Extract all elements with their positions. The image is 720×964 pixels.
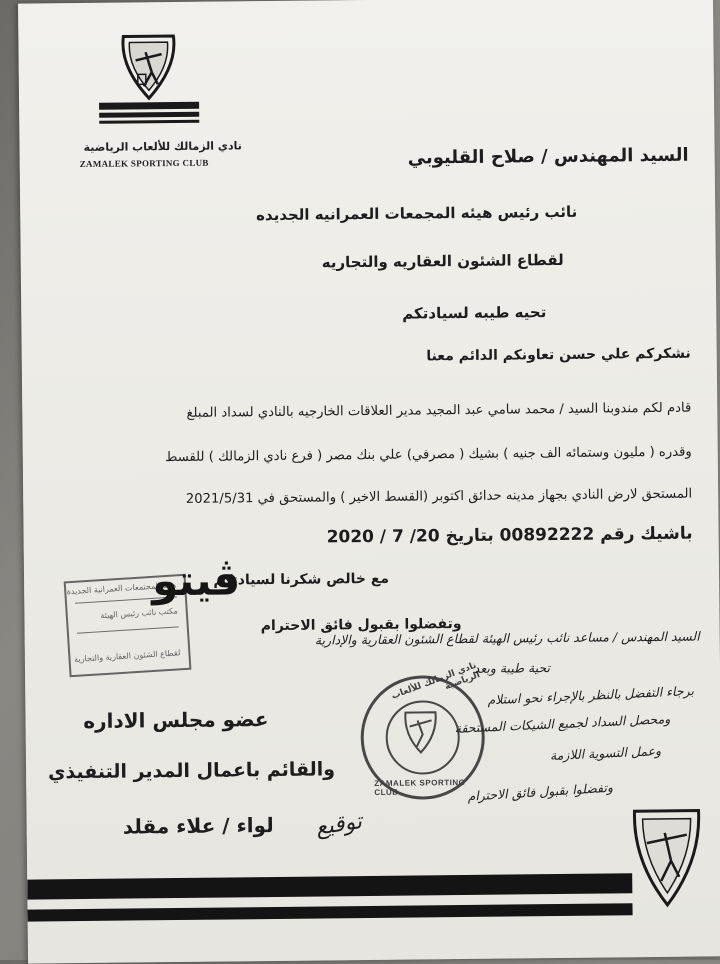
stamp-line-2: مكتب نائب رئيس الهيئة xyxy=(100,606,178,621)
signatory-title-2: والقائم باعمال المدير التنفيذي xyxy=(47,758,336,784)
round-stamp-emblem-icon xyxy=(387,702,454,769)
handwritten-note-1: السيد المهندس / مساعد نائب رئيس الهيئة لقطاع الشئون العقارية والإدارية xyxy=(314,628,700,648)
stamp-line-1: هيئة المجتمعات العمرانية الجديدة xyxy=(66,580,177,597)
signatory-name: لواء / علاء مقلد xyxy=(122,813,274,839)
club-name-english: ZAMALEK SPORTING CLUB xyxy=(79,157,209,170)
position-line-1: نائب رئيس هيئه المجمعات العمرانيه الجديده xyxy=(256,202,578,225)
addressee: السيد المهندس / صلاح القليوبي xyxy=(407,144,689,169)
closing-line-1: مع خالص شكرنا لسيادتكم xyxy=(213,570,390,589)
round-stamp-inner-ring xyxy=(385,700,460,775)
footer-bar-thin xyxy=(28,903,633,921)
signatory-title-1: عضو مجلس الاداره xyxy=(83,707,269,733)
zamalek-logo-footer-icon xyxy=(626,804,707,913)
round-stamp-top-text: نادي الزمالك للألعاب الرياضية xyxy=(390,660,482,702)
club-name-arabic: نادي الزمالك للألعاب الرياضية xyxy=(83,139,242,154)
letter-page xyxy=(18,0,720,964)
thanks-line: نشكركم علي حسن تعاونكم الدائم معنا xyxy=(426,345,691,365)
stamp-line-3: لقطاع الشئون العقارية والتجارية xyxy=(73,648,181,664)
closing-line-2: وتفضلوا بقبول فائق الاحترام xyxy=(260,616,462,635)
handwritten-note-6: وتفضلوا بقبول فائق الاحترام xyxy=(467,779,614,804)
check-number-line: باشيك رقم 00892222 بتاريخ 20/ 7 / 2020 xyxy=(326,523,693,548)
handwritten-note-5: وعمل التسوية اللازمة xyxy=(549,743,662,764)
footer-bar-thick xyxy=(27,873,632,899)
stamp-divider xyxy=(77,626,179,633)
round-stamp-bottom-text: ZAMALEK SPORTING CLUB xyxy=(374,777,466,797)
vito-watermark: ڤيتو xyxy=(151,555,241,606)
handwritten-note-4: ومحصل السداد لجميع الشيكات المستحقة xyxy=(454,711,671,736)
greeting: تحيه طيبه لسيادتكم xyxy=(402,303,547,323)
body-line-2: وقدره ( مليون وستمائه الف جنيه ) بشيك ( مصرفي) علي بنك مصر ( فرع نادي الزمالك ) للقسط xyxy=(165,444,692,466)
handwritten-note-3: برجاء التفضل بالنظر بالإجراء نحو استلام xyxy=(487,682,695,708)
handwritten-signature: توقيع xyxy=(313,809,364,841)
body-line-3: المستحق لارض النادي بجهاز مدينه حدائق اكتوبر (القسط الاخير ) والمستحق في 2021/5/31 xyxy=(185,486,693,507)
zamalek-logo-icon xyxy=(93,32,204,133)
position-line-2: لقطاع الشئون العقاريه والتجاريه xyxy=(321,250,564,272)
club-round-stamp xyxy=(360,660,485,800)
body-line-1: قادم لكم مندوبنا السيد / محمد سامي عبد المجيد مدير العلاقات الخارجيه بالنادي لسداد المبلغ xyxy=(186,400,692,421)
handwritten-note-2: تحية طيبة وبعد xyxy=(473,660,551,676)
